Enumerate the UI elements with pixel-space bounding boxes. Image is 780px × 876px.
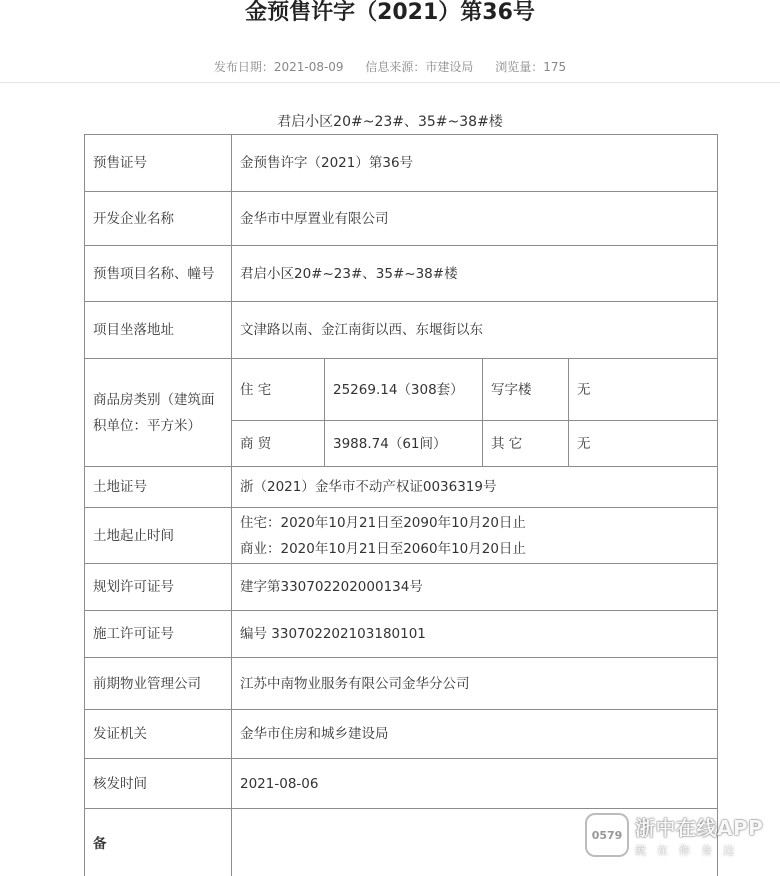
residential-label: 住 宅 [232,359,325,421]
row-label: 预售证号 [85,135,232,192]
table-row [85,564,718,611]
row-label: 核发时间 [85,759,232,809]
row-value: 金华市住房和城乡建设局 [232,710,718,759]
other-label: 其 它 [483,421,569,467]
row-label: 土地起止时间 [85,508,232,564]
row-value: 江苏中南物业服务有限公司金华分公司 [232,658,718,710]
table-row [85,658,718,710]
row-label: 施工许可证号 [85,611,232,658]
row-label: 备 [85,809,232,876]
table-row [85,246,718,302]
row-label: 土地证号 [85,467,232,508]
table-row [85,135,718,192]
publish-date: 发布日期：2021-08-09 [213,60,344,74]
app-watermark [585,812,770,858]
table-row [85,192,718,246]
table-row [85,467,718,508]
divider [0,82,780,83]
permit-table [84,134,718,876]
commercial-value: 3988.74（61间） [325,421,483,467]
office-label: 写字楼 [483,359,569,421]
info-source: 信息来源：市建设局 [365,60,474,74]
watermark-slogan: 就在你身边 [635,844,745,857]
row-label: 项目坐落地址 [85,302,232,359]
table-row [85,508,718,564]
row-value: 金华市中厚置业有限公司 [232,192,718,246]
row-value: 文津路以南、金江南街以西、东堰街以东 [232,302,718,359]
row-value: 编号 330702202103180101 [232,611,718,658]
row-value: 2021-08-06 [232,759,718,809]
watermark-logo: 0579 [585,813,629,857]
land-period-commercial: 商业：2020年10月21日至2060年10月20日止 [240,540,526,557]
row-value: 浙（2021）金华市不动产权证0036319号 [232,467,718,508]
other-value: 无 [569,421,718,467]
view-count: 浏览量：175 [495,60,567,74]
table-caption: 君启小区20#~23#、35#~38#楼 [277,114,503,130]
row-value: 金预售许字（2021）第36号 [232,135,718,192]
table-row [85,710,718,759]
row-value: 建字第330702202000134号 [232,564,718,611]
table-row [85,759,718,809]
row-label: 商品房类别（建筑面积单位：平方米） [85,359,232,467]
residential-value: 25269.14（308套） [325,359,483,421]
row-label: 预售项目名称、幢号 [85,246,232,302]
watermark-text [635,812,763,858]
page-title: 金预售许字（2021）第36号 [245,0,535,25]
commercial-label: 商 贸 [232,421,325,467]
table-row [85,611,718,658]
land-period-residential: 住宅：2020年10月21日至2090年10月20日止 [240,514,526,531]
row-label: 规划许可证号 [85,564,232,611]
table-row [85,359,718,421]
office-value: 无 [569,359,718,421]
row-label: 发证机关 [85,710,232,759]
article-meta [0,58,780,75]
row-value: 君启小区20#~23#、35#~38#楼 [232,246,718,302]
row-value [232,508,718,564]
row-label: 前期物业管理公司 [85,658,232,710]
row-label: 开发企业名称 [85,192,232,246]
table-row [85,302,718,359]
watermark-main: 浙中在线APP [635,816,764,840]
